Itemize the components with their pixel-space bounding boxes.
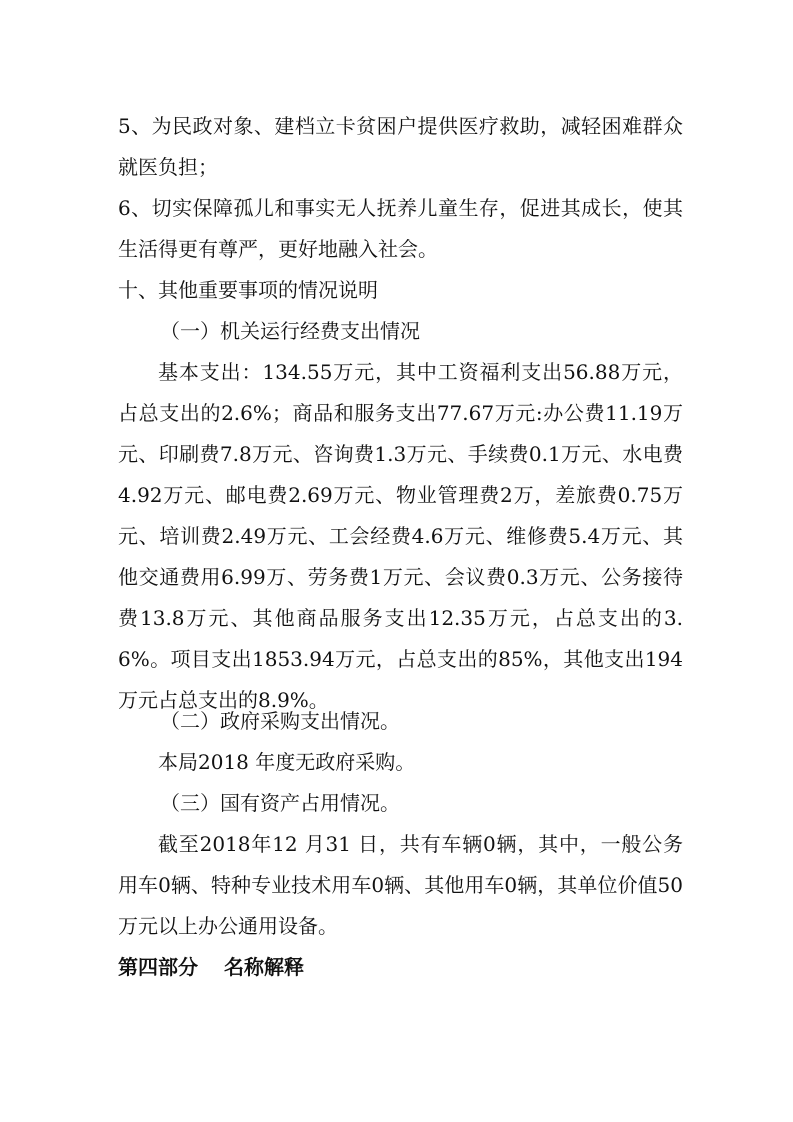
paragraph-procurement: 本局2018 年度无政府采购。 <box>158 750 416 774</box>
section-ten-heading: 十、其他重要事项的情况说明 <box>118 278 378 302</box>
subheading-procurement: （二）政府采购支出情况。 <box>160 709 400 733</box>
part-four-label: 第四部分 <box>118 955 198 979</box>
paragraph-orphan-support: 6、切实保障孤儿和事实无人抚养儿童生存，促进其成长，使其生活得更有尊严，更好地融入社会。 <box>118 196 683 261</box>
subheading-state-assets: （三）国有资产占用情况。 <box>160 791 400 815</box>
paragraph-basic-expenditure: 基本支出：134.55万元，其中工资福利支出56.88万元，占总支出的2.6%；商品和服务支出77.67万元:办公费11.19万元、印刷费7.8万元、咨询费1.3万元、手续费0.1万元、水电费4.92万元、邮电费2.69万元、物业管理费2万，差旅费0.75万元、培训费2.49万元、工会经费4.6万元、维修费5.4万元、其他交通费用6.99万、劳务费1万元、会议费0.3万元、公务接待费13.8万元、其他商品服务支出12.35万元，占总支出的3.6%。项目支出1853.94万元，占总支出的85%，其他支出194万元占总支出的8.9%。 <box>118 360 683 712</box>
paragraph-medical-aid: 5、为民政对象、建档立卡贫困户提供医疗救助，减轻困难群众就医负担； <box>118 114 683 179</box>
part-four-heading <box>118 947 683 988</box>
paragraph-state-assets: 截至2018年12 月31 日，共有车辆0辆，其中，一般公务用车0辆、特种专业技术用车0辆、其他用车0辆，其单位价值50 万元以上办公通用设备。 <box>118 832 683 938</box>
subheading-operating-costs: （一）机关运行经费支出情况 <box>160 319 420 343</box>
part-four-title: 名称解释 <box>224 955 304 979</box>
